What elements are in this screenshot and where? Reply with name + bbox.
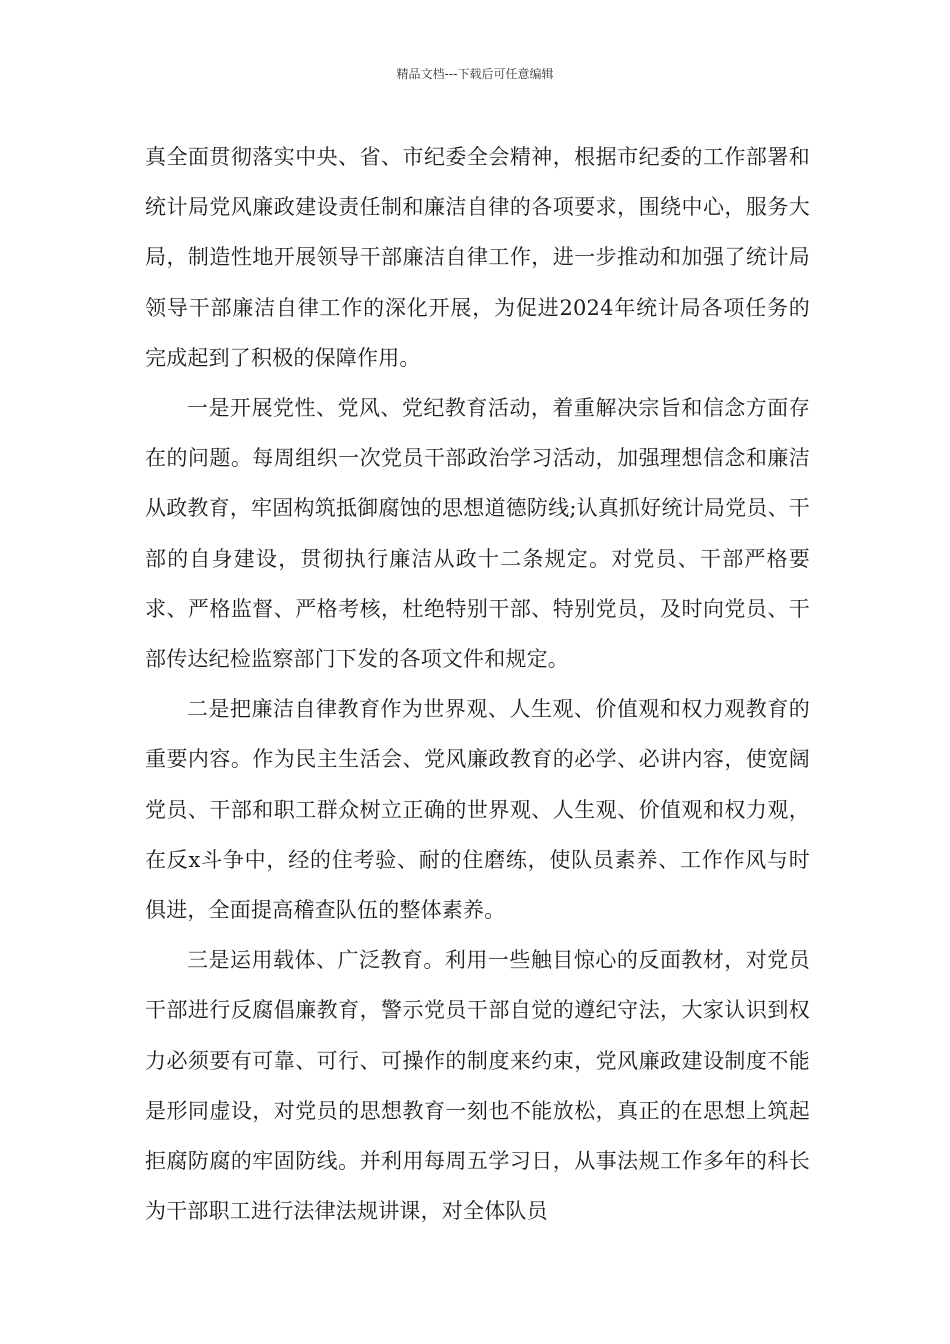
- paragraph-point-three: 三是运用载体、广泛教育。利用一些触目惊心的反面教材，对党员干部进行反腐倡廉教育，警示党员干部自觉的遵纪守法，大家认识到权力必须要有可靠、可行、可操作的制度来约束，党风廉政建设制度不能是形同虚设，对党员的思想教育一刻也不能放松，真正的在思想上筑起拒腐防腐的牢固防线。并利用每周五学习日，从事法规工作多年的科长为干部职工进行法律法规讲课，对全体队员: [145, 948, 810, 1224]
- document-body: [145, 132, 810, 1236]
- paragraph-point-one: 一是开展党性、党风、党纪教育活动，着重解决宗旨和信念方面存在的问题。每周组织一次党员干部政治学习活动，加强理想信念和廉洁从政教育，牢固构筑抵御腐蚀的思想道德防线;认真抓好统计局党员、干部的自身建设，贯彻执行廉洁从政十二条规定。对党员、干部严格要求、严格监督、严格考核，杜绝特别干部、特别党员，及时向党员、干部传达纪检监察部门下发的各项文件和规定。: [145, 396, 810, 672]
- paragraph-intro: 真全面贯彻落实中央、省、市纪委全会精神，根据市纪委的工作部署和统计局党风廉政建设责任制和廉洁自律的各项要求，围绕中心，服务大局，制造性地开展领导干部廉洁自律工作，进一步推动和加强了统计局领导干部廉洁自律工作的深化开展，为促进2024年统计局各项任务的完成起到了积极的保障作用。: [145, 145, 810, 370]
- page-header: 精品文档---下载后可任意编辑: [396, 67, 554, 81]
- paragraph-point-two: 二是把廉洁自律教育作为世界观、人生观、价值观和权力观教育的重要内容。作为民主生活会、党风廉政教育的必学、必讲内容，使宽阔党员、干部和职工群众树立正确的世界观、人生观、价值观和权力观，在反x斗争中，经的住考验、耐的住磨练，使队员素养、工作作风与时俱进，全面提高稽查队伍的整体素养。: [145, 697, 810, 923]
